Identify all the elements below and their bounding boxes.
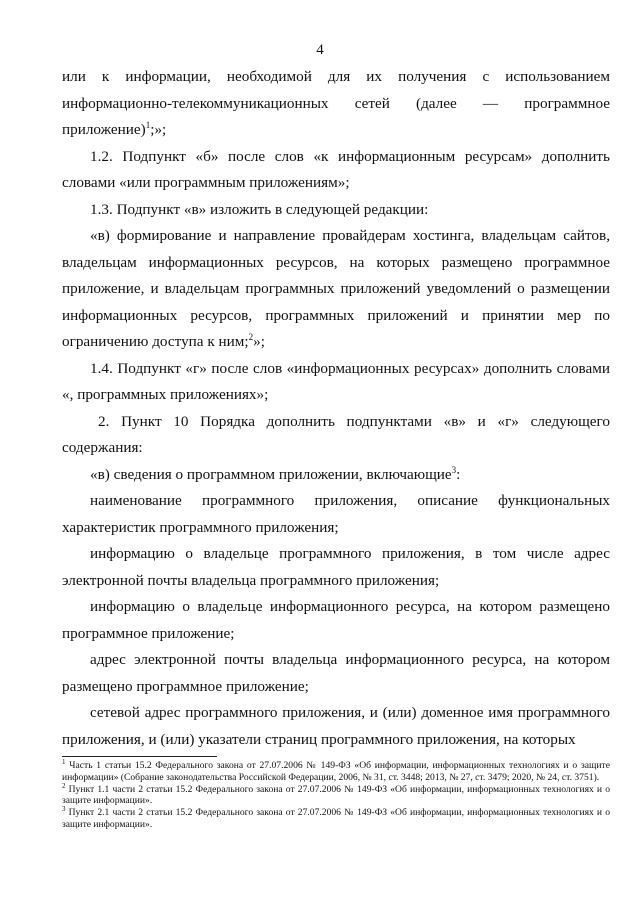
footnotes <box>62 757 610 831</box>
paragraph-text: 1.2. Подпункт «б» после слов «к информационным ресурсам» дополнить словами «или программным приложениям»; <box>62 147 610 191</box>
paragraph-1 <box>62 64 610 144</box>
paragraph-text: или к информации, необходимой для их получения с использованием информационно-телекоммуникационных сетей (далее — программное приложение) <box>62 68 610 138</box>
paragraph-tail: ;»; <box>150 121 167 138</box>
paragraph-text: адрес электронной почты владельца информационного ресурса, на котором размещено программное приложение; <box>62 651 610 695</box>
paragraph-11 <box>62 647 610 700</box>
paragraph-tail: : <box>456 465 461 483</box>
paragraph-text: наименование программного приложения, описание функциональных характеристик программного приложения; <box>62 492 610 536</box>
paragraph-text: информацию о владельце информационного ресурса, на котором размещено программное приложение; <box>62 598 610 642</box>
footnote-2 <box>62 781 610 808</box>
footnote-ref[interactable]: 1 <box>145 119 151 130</box>
footnote-divider <box>62 756 217 757</box>
paragraph-3 <box>62 197 610 224</box>
paragraph-text: информацию о владельце программного приложения, в том числе адрес электронной почты владельца программного приложения; <box>62 545 610 589</box>
footnote-text: Пункт 2.1 части 2 статьи 15.2 Федерального закона от 27.07.2006 № 149-ФЗ «Об информации, информационных технологиях и о защите информации». <box>62 807 610 830</box>
body-text <box>62 64 610 753</box>
footnote-text: Часть 1 статьи 15.2 Федерального закона от 27.07.2006 № 149-ФЗ «Об информации, информационных технологиях и о защите информации» (Собрание законодательства Российской Федерации, 2006, № 31, ст. 3448; 2013, № 27, ст. 3479; 2020, № 24, ст. 3751). <box>62 760 610 783</box>
paragraph-4 <box>62 223 610 356</box>
paragraph-text: «в) сведения о программном приложении, включающие <box>90 465 452 483</box>
footnote-1 <box>62 757 610 784</box>
footnote-mark: 1 <box>62 757 66 766</box>
paragraph-7 <box>62 462 610 489</box>
paragraph-text: сетевой адрес программного приложения, и (или) доменное имя программного приложения, и (или) указатели страниц программного приложения, на которых <box>62 704 610 748</box>
paragraph-9 <box>62 541 610 594</box>
paragraph-text: 1.4. Подпункт «г» после слов «информационных ресурсах» дополнить словами «, программных приложениях»; <box>62 359 610 403</box>
footnote-text: Пункт 1.1 части 2 статьи 15.2 Федерального закона от 27.07.2006 № 149-ФЗ «Об информации, информационных технологиях и о защите информации». <box>62 783 610 807</box>
paragraph-10 <box>62 594 610 647</box>
footnote-3 <box>62 807 610 831</box>
paragraph-12 <box>62 700 610 753</box>
paragraph-2 <box>62 144 610 197</box>
paragraph-5 <box>62 356 610 409</box>
footnote-ref[interactable]: 2 <box>248 331 254 342</box>
footnote-mark: 2 <box>62 781 66 790</box>
paragraph-6 <box>62 409 610 462</box>
paragraph-8 <box>62 488 610 541</box>
paragraph-text: 2. Пункт 10 Порядка дополнить подпунктами «в» и «г» следующего содержания: <box>62 412 610 456</box>
page-number: 4 <box>316 42 324 58</box>
footnote-ref[interactable]: 3 <box>451 464 457 475</box>
footnote-mark: 3 <box>62 805 66 813</box>
paragraph-text: 1.3. Подпункт «в» изложить в следующей редакции: <box>90 200 429 218</box>
paragraph-tail: »; <box>253 333 265 350</box>
paragraph-text: «в) формирование и направление провайдерам хостинга, владельцам сайтов, владельцам информационных ресурсов, на которых размещено программное приложение, и владельцам программных приложений уведомлений о размещении информационных ресурсов, программных приложений и принятии мер по ограничению доступа к ним; <box>62 227 610 350</box>
